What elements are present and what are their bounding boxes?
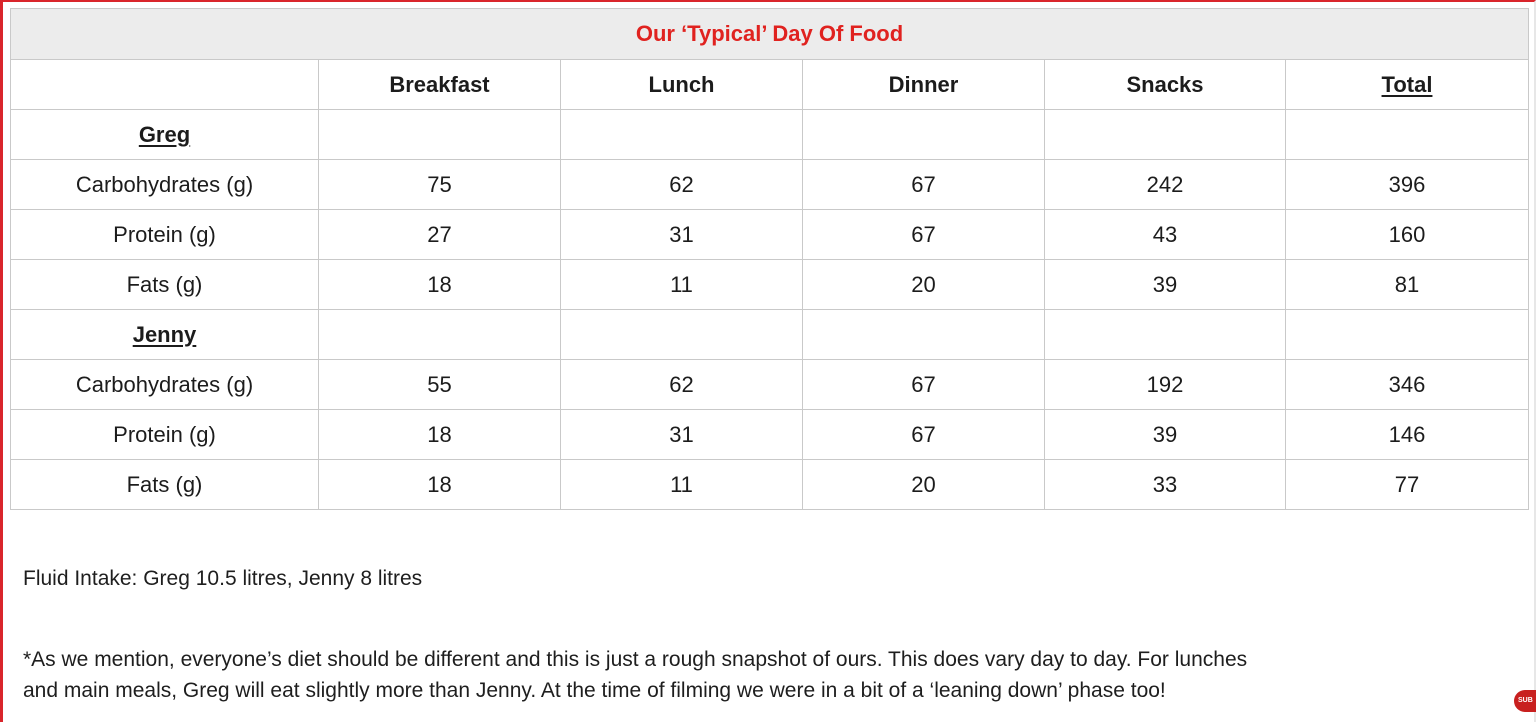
table-cell: 20 bbox=[803, 260, 1045, 310]
person-name-greg bbox=[11, 110, 319, 160]
table-cell: 18 bbox=[319, 260, 561, 310]
table-cell: 67 bbox=[803, 410, 1045, 460]
table-cell-total: 146 bbox=[1286, 410, 1529, 460]
table-cell: 39 bbox=[1045, 260, 1286, 310]
table-cell: 55 bbox=[319, 360, 561, 410]
table-cell-empty bbox=[319, 310, 561, 360]
header-total bbox=[1286, 60, 1529, 110]
row-label: Protein (g) bbox=[11, 410, 319, 460]
table-cell: 242 bbox=[1045, 160, 1286, 210]
person-row-jenny bbox=[11, 310, 1529, 360]
table-cell: 33 bbox=[1045, 460, 1286, 510]
fluid-intake-note: Fluid Intake: Greg 10.5 litres, Jenny 8 litres bbox=[23, 567, 423, 590]
table-cell: 62 bbox=[561, 360, 803, 410]
person-name-label: Greg bbox=[138, 121, 191, 147]
row-label: Fats (g) bbox=[11, 460, 319, 510]
disclaimer-line: *As we mention, everyone’s diet should be different and this is just a rough snapshot of ours. This does vary day to day. For lunches bbox=[23, 648, 1248, 671]
table-cell-empty bbox=[803, 110, 1045, 160]
table-cell-empty bbox=[319, 110, 561, 160]
food-table bbox=[10, 8, 1529, 510]
row-label: Protein (g) bbox=[11, 210, 319, 260]
table-cell: 20 bbox=[803, 460, 1045, 510]
row-label: Fats (g) bbox=[11, 260, 319, 310]
table-cell-empty bbox=[803, 310, 1045, 360]
table-cell-total: 346 bbox=[1286, 360, 1529, 410]
person-name-label: Jenny bbox=[132, 321, 197, 347]
row-label: Carbohydrates (g) bbox=[11, 160, 319, 210]
table-cell-total: 160 bbox=[1286, 210, 1529, 260]
table-cell-total: 81 bbox=[1286, 260, 1529, 310]
table-cell-empty bbox=[1286, 310, 1529, 360]
table-row bbox=[11, 460, 1529, 510]
table-cell: 67 bbox=[803, 360, 1045, 410]
table-cell-empty bbox=[561, 310, 803, 360]
table-cell-empty bbox=[1286, 110, 1529, 160]
table-cell-empty bbox=[561, 110, 803, 160]
row-label: Carbohydrates (g) bbox=[11, 360, 319, 410]
table-cell-empty bbox=[1045, 310, 1286, 360]
table-cell: 31 bbox=[561, 210, 803, 260]
header-breakfast: Breakfast bbox=[319, 60, 561, 110]
table-header-row bbox=[11, 60, 1529, 110]
person-name-jenny bbox=[11, 310, 319, 360]
disclaimer-note bbox=[23, 644, 1513, 706]
table-cell: 67 bbox=[803, 160, 1045, 210]
header-dinner: Dinner bbox=[803, 60, 1045, 110]
notes-section bbox=[23, 566, 1513, 706]
table-cell: 18 bbox=[319, 460, 561, 510]
table-cell: 75 bbox=[319, 160, 561, 210]
slide-content bbox=[10, 8, 1528, 510]
table-row bbox=[11, 410, 1529, 460]
header-total-label: Total bbox=[1381, 71, 1433, 97]
header-snacks: Snacks bbox=[1045, 60, 1286, 110]
table-cell-total: 77 bbox=[1286, 460, 1529, 510]
table-cell: 43 bbox=[1045, 210, 1286, 260]
header-empty bbox=[11, 60, 319, 110]
table-cell: 192 bbox=[1045, 360, 1286, 410]
table-title-row bbox=[11, 9, 1529, 60]
table-cell: 62 bbox=[561, 160, 803, 210]
table-row bbox=[11, 360, 1529, 410]
table-title: Our ‘Typical’ Day Of Food bbox=[11, 9, 1529, 60]
person-row-greg bbox=[11, 110, 1529, 160]
table-row bbox=[11, 160, 1529, 210]
table-cell: 18 bbox=[319, 410, 561, 460]
table-cell: 11 bbox=[561, 260, 803, 310]
table-cell: 31 bbox=[561, 410, 803, 460]
table-cell: 39 bbox=[1045, 410, 1286, 460]
table-cell-empty bbox=[1045, 110, 1286, 160]
table-row bbox=[11, 210, 1529, 260]
table-cell-total: 396 bbox=[1286, 160, 1529, 210]
subscribe-button[interactable]: SUB bbox=[1514, 690, 1536, 712]
table-cell: 11 bbox=[561, 460, 803, 510]
disclaimer-line: and main meals, Greg will eat slightly more than Jenny. At the time of filming we were in a bit of a ‘leaning down’ phase too! bbox=[23, 679, 1166, 702]
table-cell: 27 bbox=[319, 210, 561, 260]
header-lunch: Lunch bbox=[561, 60, 803, 110]
table-cell: 67 bbox=[803, 210, 1045, 260]
table-row bbox=[11, 260, 1529, 310]
